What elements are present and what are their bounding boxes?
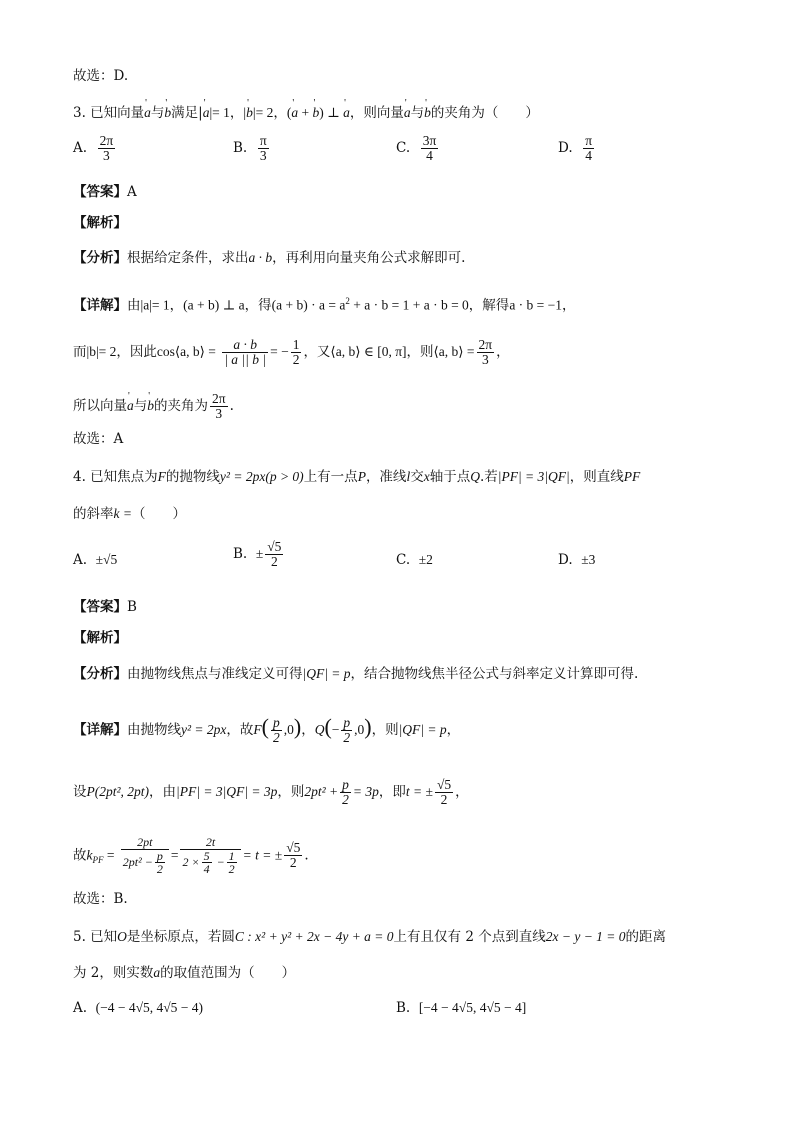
q4-stem-10: （ ）	[131, 506, 186, 522]
q4-xj3-12d: 2	[228, 862, 235, 877]
q3-xiangjie-line1	[73, 292, 576, 315]
q3-opt-c-num: 3π	[422, 133, 437, 148]
q3-opt-d-num: π	[585, 133, 593, 148]
q3-opt-c-label: C.	[396, 140, 411, 157]
q3-vec-a2: ' a	[404, 104, 411, 122]
q4-xj2-tn: √5	[436, 777, 452, 792]
q4-fenxi-1: 由抛物线焦点与准线定义可得	[127, 666, 303, 682]
q4-xiangjie-tag: 【详解】	[73, 722, 127, 739]
q4-xj3-12n: 1	[228, 848, 235, 863]
q4-xj3-54d: 4	[203, 862, 210, 877]
q3-xj3-with: 与	[133, 398, 148, 415]
q4-opt-b-label: B.	[233, 546, 248, 563]
q4-l: l	[406, 469, 411, 484]
q3-xj1-b: (a + b) · a = a	[271, 297, 346, 313]
q4-xj1-2: 2	[272, 730, 280, 746]
q4-opt-b-pm: ±	[255, 546, 264, 562]
q2-answer-line: 故选：D.	[73, 68, 129, 84]
q3-xiangjie-tag: 【详解】	[73, 297, 127, 314]
q4-cond2: |PF| = 3|QF|	[497, 469, 570, 484]
q4-xj2-eq: |PF| = 3|QF| = 3p	[176, 784, 278, 800]
q3-answer-tag: 【答案】	[73, 184, 127, 200]
q4-stem-6: 轴于点	[429, 469, 471, 485]
q5-option-a	[73, 1000, 203, 1016]
q3-fenxi-text1: 根据给定条件，求出	[127, 250, 249, 266]
q3-opt-d-den: 4	[585, 148, 593, 164]
q4-xj2-b: ，由	[149, 784, 177, 801]
q4-xj2-a: 设	[73, 784, 87, 801]
q3-fenxi-tag: 【分析】	[73, 250, 127, 266]
q5-stem-3: 上有且仅有 2 个点到直线	[393, 929, 546, 945]
q4-stem-1: 4. 已知焦点为	[73, 469, 158, 485]
q4-xj2-eq2a: 2pt² +	[304, 784, 339, 800]
q3-xj3-b: 的夹角为	[154, 398, 208, 415]
q4-xj1-b: ，故	[226, 722, 254, 739]
q3-end: 的夹角为（ ）	[430, 105, 539, 121]
q4-fenxi	[73, 665, 638, 683]
q4-xj3-minus: −	[213, 854, 225, 869]
q3-perp-a: ' a	[291, 104, 298, 122]
q4-xj2-t: t = ±	[405, 784, 433, 800]
q5-a: a	[153, 965, 161, 980]
q4-xj3-eq: =	[103, 847, 115, 863]
q4-fenxi-2: ，结合抛物线焦半径公式与斜率定义计算即可得.	[350, 666, 639, 682]
q5-stem-4: 的距离	[625, 929, 667, 945]
q4-xj1-p: p	[272, 715, 280, 730]
q4-opt-c-label: C.	[396, 552, 411, 568]
q3-stem	[73, 104, 539, 122]
q3-vec-a: ' a	[144, 104, 151, 122]
q4-opt-a-val: ±√5	[95, 552, 118, 567]
q5-opt-a-val: (−4 − 4√5, 4√5 − 4)	[95, 1000, 204, 1015]
q4-stem-line2	[73, 505, 186, 523]
q3-opt-a-label: A.	[73, 140, 88, 157]
q4-xj1-e: ，	[446, 722, 461, 739]
q4-xj3-res: = t = ±	[242, 847, 283, 863]
q4-opt-d-val: ±3	[581, 552, 596, 567]
q3-opt-b-label: B.	[233, 140, 248, 157]
q5-circle: C : x² + y² + 2x − 4y + a = 0	[234, 929, 394, 944]
q3-xj2-den: | a || b |	[224, 352, 267, 368]
q3-analysis-tag	[73, 214, 127, 232]
q3-answer	[73, 183, 137, 201]
q4-final: 故选：B.	[73, 891, 128, 907]
q3-opt-b-den: 3	[259, 148, 267, 164]
q4-stem-2: 的抛物线	[165, 469, 220, 485]
q4-xj1-F: F	[253, 722, 262, 738]
q4-opt-a-label: A.	[73, 552, 88, 568]
q4-xj2-td: 2	[440, 792, 448, 808]
q3-xj2-b: ，又⟨a, b⟩ ∈ [0, π]，则⟨a, b⟩ =	[303, 344, 475, 360]
q3-xj1-a: 由|a|= 1，(a + b) ⊥ a，得	[127, 297, 272, 313]
q4-xj2-P: P(2pt², 2pt)	[86, 784, 150, 800]
q3-fenxi-text2: ，再利用向量夹角公式求解即可.	[272, 250, 466, 266]
q3-perp-a2: ' a	[343, 104, 350, 122]
q4-xj1-eq: y² = 2px	[181, 722, 227, 738]
q4-analysis-tag	[73, 629, 127, 647]
q3-cond-b: ' b	[246, 104, 253, 122]
q4-xj2-e: ，	[455, 784, 469, 801]
q3-answer-value: A	[127, 184, 137, 200]
q3-cond-rest: |= 1，|	[209, 105, 247, 120]
q4-xj3-rn: √5	[286, 840, 301, 856]
q3-perp-plus: +	[298, 105, 313, 120]
q3-opt-b-num: π	[259, 133, 267, 148]
q4-xj3-a: 故	[73, 847, 87, 864]
q3-opt-c-den: 4	[426, 148, 433, 164]
q4-xiangjie-line1: 【详解】由抛物线y² = 2px，故F( $\frac{p}{2}$ ,0)，Q(− $\frac{p}{2}$ ,0)，则|QF| = p，	[73, 714, 461, 746]
q3-xj3-end: .	[229, 398, 234, 415]
q4-xj1-zero: ,0	[283, 722, 294, 738]
q3-xj2-half-num: 1	[292, 337, 300, 352]
q3-xj3-vb: ' b	[147, 397, 154, 415]
q4-xj1-c: ，	[301, 722, 315, 739]
q5-stem-5: 为 2，则实数	[73, 965, 154, 981]
q4-xj2-c: ，则	[277, 784, 305, 801]
q4-opt-b-num: √5	[267, 539, 282, 554]
q4-PF: PF	[623, 469, 641, 484]
q3-vec-b2: ' b	[424, 104, 431, 122]
q4-fenxi-tag: 【分析】	[73, 666, 127, 682]
q3-analysis-label: 【解析】	[73, 215, 127, 231]
q4-option-a	[73, 552, 117, 568]
q3-stem-pre: 3. 已知向量	[73, 105, 145, 121]
q3-xj2-ang-num: 2π	[478, 337, 493, 352]
q4-option-c	[396, 552, 433, 568]
q5-opt-b-val: [−4 − 4√5, 4√5 − 4]	[418, 1000, 527, 1015]
q4-option-b	[233, 540, 285, 569]
q4-xj3-k: k	[86, 847, 93, 863]
q3-xiangjie-line3	[73, 392, 234, 421]
q3-option-b	[233, 134, 271, 163]
q4-xj2-d: ，即	[378, 784, 406, 801]
q4-answer-tag: 【答案】	[73, 599, 127, 615]
q4-analysis-label: 【解析】	[73, 630, 127, 646]
q5-stem-line2	[73, 964, 295, 982]
q3-xj3-va: ' a	[127, 397, 134, 415]
q4-stem-7: .若	[479, 469, 498, 485]
q4-xj1-qf: |QF| = p	[398, 722, 447, 738]
q3-fenxi-ab: a · b	[248, 250, 273, 265]
q4-opt-b-den: 2	[270, 554, 278, 570]
q5-line: 2x − y − 1 = 0	[545, 929, 626, 944]
q3-with2: 与	[410, 105, 425, 121]
q3-xj2-eq: = −	[270, 344, 289, 360]
q4-P: P	[357, 469, 366, 484]
q3-fenxi	[73, 249, 465, 267]
q5-opt-b-label: B.	[396, 1000, 411, 1016]
q4-xiangjie-line2: 设P(2pt², 2pt)，由|PF| = 3|QF| = 3p，则2pt² + $\frac{p}{2}$ = 3p，即t = ± $\frac{√5}{2}$ ，	[73, 777, 469, 808]
q3-xj2-half-den: 2	[292, 352, 300, 368]
q4-Q: Q	[470, 469, 480, 484]
q4-fenxi-eq: |QF| = p	[302, 666, 351, 681]
q3-xj3-a: 所以向量	[73, 398, 127, 415]
q3-xiangjie-line2	[73, 338, 510, 367]
q3-opt-a-num: 2π	[99, 133, 114, 148]
q4-xj1-d: ，则	[371, 722, 399, 739]
q5-opt-a-label: A.	[73, 1000, 88, 1016]
q4-xj1-Q: Q	[314, 722, 325, 738]
q3-option-c	[396, 134, 440, 163]
q4-stem-8: ，则直线	[569, 469, 624, 485]
q4-xj3-end: .	[304, 847, 309, 864]
q3-xj2-end: ，	[496, 344, 510, 361]
q3-perp-b: ' b	[312, 104, 319, 122]
q3-with: 与	[150, 105, 165, 121]
q3-xj1-d: a · b = −1，	[509, 297, 576, 313]
q5-stem-2: 是坐标原点，若圆	[126, 929, 235, 945]
q5-stem-line1	[73, 928, 666, 946]
q3-opt-d-label: D.	[558, 140, 573, 157]
q4-xj3-n1: 2pt	[121, 836, 169, 850]
q5-option-b	[396, 1000, 526, 1016]
q3-option-a	[73, 134, 117, 163]
q3-xj1-c: + a · b = 1 + a · b = 0，解得	[349, 297, 510, 313]
q4-xj3-d1a: 2pt² −	[122, 854, 153, 869]
q3-xj2-ang-den: 3	[481, 352, 489, 368]
q4-cond: (p > 0)	[265, 469, 304, 484]
q4-xiangjie-line3: 故$k_{PF}$ = 2pt 2pt² − $\frac{p}{2}$ = 2t 2 × $\frac{5}{4}$ − $\frac{1}{2}$ = t = ± $\frac{√5}{2}$ .	[73, 835, 309, 877]
q4-xj3-rd: 2	[289, 855, 297, 871]
q4-xj2-eq2b: = 3p	[352, 784, 379, 800]
q4-answer	[73, 598, 137, 616]
q3-perp-close: ) ⊥	[319, 105, 344, 120]
q4-answer-value: B	[127, 599, 137, 615]
q3-option-d	[558, 134, 596, 163]
q4-F: F	[157, 469, 166, 484]
q3-xj1-sq: 2	[345, 296, 350, 306]
q3-cond-rest2: |= 2，(	[252, 105, 292, 120]
q5-O: O	[117, 929, 127, 944]
q4-opt-d-label: D.	[558, 552, 573, 568]
q4-x: x	[423, 469, 430, 484]
q3-xj2-cos: cos⟨a, b⟩ =	[156, 344, 216, 360]
q3-final: 故选：A	[73, 431, 124, 447]
q4-eq: y² = 2px	[219, 469, 266, 484]
q4-xj3-sub: PF	[92, 855, 104, 866]
q4-k: k =	[113, 506, 132, 521]
q3-cond-a: ' a	[203, 104, 210, 122]
q3-opt-a-den: 3	[103, 148, 110, 164]
q3-xj2-num: a · b	[222, 338, 268, 353]
q3-xj3-num: 2π	[212, 391, 226, 406]
q3-xj2-a: 而|b|= 2，因此	[73, 344, 157, 360]
q4-stem-line1	[73, 468, 640, 486]
q3-xj3-den: 3	[215, 406, 223, 422]
q4-option-d	[558, 552, 595, 568]
q4-opt-c-val: ±2	[418, 552, 433, 567]
q4-stem-9: 的斜率	[73, 506, 114, 522]
q3-cond: 满足|	[171, 105, 203, 121]
q4-xj3-n2: 2t	[180, 836, 240, 850]
q3-vec-b: ' b	[164, 104, 171, 122]
q4-stem-4: ，准线	[365, 469, 407, 485]
q4-xj1-minus: −	[331, 722, 340, 738]
q4-xj3-54n: 5	[203, 848, 210, 863]
q4-xj3-d2a: 2 ×	[182, 854, 200, 869]
q4-stem-3: 上有一点	[303, 469, 358, 485]
q3-ask: ，则向量	[349, 105, 404, 121]
q5-stem-6: 的取值范围为（ ）	[160, 965, 296, 981]
q4-xj1-a: 由抛物线	[127, 722, 181, 739]
q4-stem-5: 交	[410, 469, 424, 485]
q5-stem-1: 5. 已知	[73, 929, 118, 945]
